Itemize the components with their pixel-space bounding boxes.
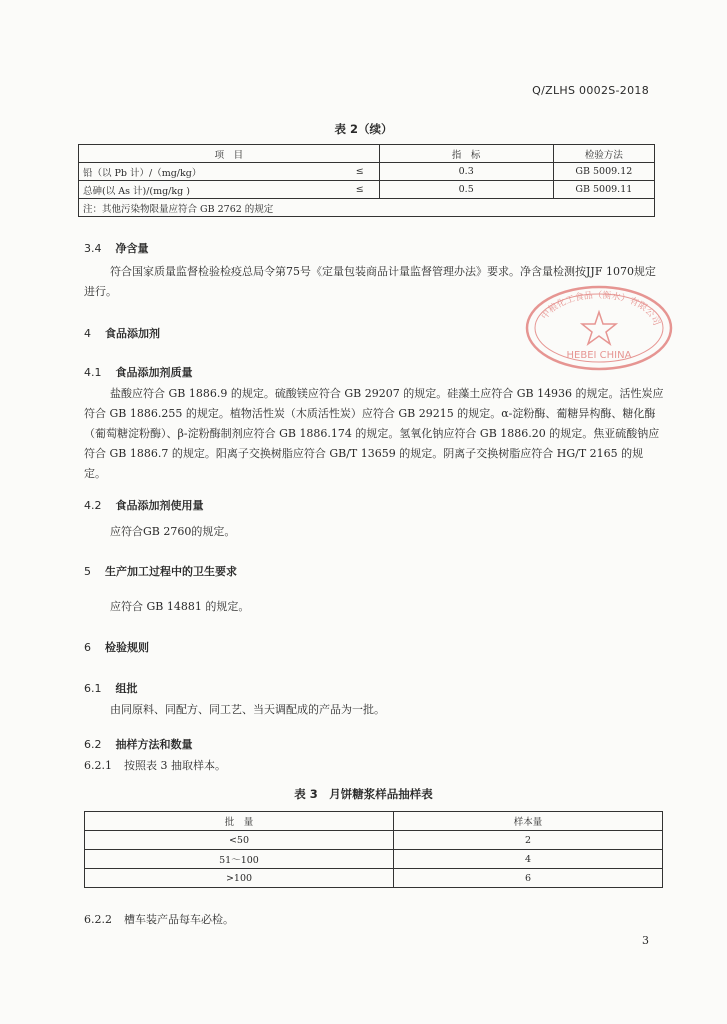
section-6-1-text: 由同原料、同配方、同工艺、当天调配成的产品为一批。 — [110, 703, 385, 716]
section-5-heading: 5 生产加工过程中的卫生要求 — [84, 565, 237, 578]
table-row — [85, 869, 663, 888]
table-row — [79, 181, 655, 199]
operator-cell: ≤ — [341, 181, 380, 199]
section-6-2-1-text: 6.2.1 按照表 3 抽取样本。 — [84, 759, 226, 772]
section-6-2-2-text: 6.2.2 槽车装产品每车必检。 — [84, 913, 234, 926]
value-cell: 0.3 — [379, 163, 553, 181]
section-4-1-text: 盐酸应符合 GB 1886.9 的规定。硫酸镁应符合 GB 29207 的规定。硅藻土应符合 GB 14936 的规定。活性炭应符合 GB 1886.255 的规定。植物活性炭（木质活性炭）应符合 GB 29215 的规定。α-淀粉酶、葡糖异构酶、糖化酶（葡萄糖淀粉酶）、β-淀粉酶制剂应符合 GB 1886.174 的规定。氢氧化钠应符合 GB 1886.20 的规定。焦亚硫酸钠应符合 GB 1886.7 的规定。阳离子交换树脂应符合 GB/T 13659 的规定。阴离子交换树脂应符合 HG/T 2165 的规定。 — [84, 387, 664, 480]
item-cell: 总砷(以 As 计)/(mg/kg ) — [79, 181, 341, 199]
page-number: 3 — [642, 934, 649, 947]
batch-cell: <50 — [85, 831, 394, 850]
table2-caption: 表 2（续） — [334, 122, 393, 136]
column-header-item: 项 目 — [79, 145, 380, 163]
sample-cell: 4 — [394, 850, 663, 869]
section-4-2-heading: 4.2 食品添加剂使用量 — [84, 499, 204, 512]
table-row — [85, 831, 663, 850]
batch-cell: 51～100 — [85, 850, 394, 869]
section-6-heading: 6 检验规则 — [84, 641, 149, 654]
section-3-4-heading: 3.4 净含量 — [84, 242, 149, 255]
column-header-sample: 样本量 — [394, 812, 663, 831]
sample-cell: 6 — [394, 869, 663, 888]
item-cell: 铅（以 Pb 计）/（mg/kg） — [79, 163, 341, 181]
batch-cell: >100 — [85, 869, 394, 888]
column-header-index: 指 标 — [379, 145, 553, 163]
document-code: Q/ZLHS 0002S-2018 — [532, 84, 649, 97]
method-cell: GB 5009.11 — [553, 181, 654, 199]
section-6-1-heading: 6.1 组批 — [84, 682, 138, 695]
table-row — [85, 850, 663, 869]
table-note: 注：其他污染物限量应符合 GB 2762 的规定 — [79, 199, 655, 217]
section-4-1-heading: 4.1 食品添加剂质量 — [84, 366, 193, 379]
sampling-table — [84, 811, 663, 888]
section-4-heading: 4 食品添加剂 — [84, 327, 160, 340]
company-seal — [524, 284, 674, 372]
column-header-batch: 批 量 — [85, 812, 394, 831]
section-4-2-text: 应符合GB 2760的规定。 — [110, 525, 236, 538]
section-3-4-text: 符合国家质量监督检验检疫总局令第75号《定量包装商品计量监督管理办法》要求。净含量检测按JJF 1070规定进行。 — [84, 265, 656, 298]
table-note-row — [79, 199, 655, 217]
column-header-method: 检验方法 — [553, 145, 654, 163]
section-6-2-heading: 6.2 抽样方法和数量 — [84, 738, 193, 751]
section-5-text: 应符合 GB 14881 的规定。 — [110, 600, 250, 613]
contaminant-limits-table — [78, 144, 655, 217]
table3-caption: 表 3 月饼糖浆样品抽样表 — [294, 787, 433, 801]
sample-cell: 2 — [394, 831, 663, 850]
method-cell: GB 5009.12 — [553, 163, 654, 181]
operator-cell: ≤ — [341, 163, 380, 181]
table-header-row — [85, 812, 663, 831]
svg-text:HEBEI CHINA: HEBEI CHINA — [566, 350, 632, 361]
svg-text:中粮化工食品（衡水）有限公司: 中粮化工食品（衡水）有限公司 — [540, 290, 661, 328]
table-header-row — [79, 145, 655, 163]
table-row — [79, 163, 655, 181]
value-cell: 0.5 — [379, 181, 553, 199]
